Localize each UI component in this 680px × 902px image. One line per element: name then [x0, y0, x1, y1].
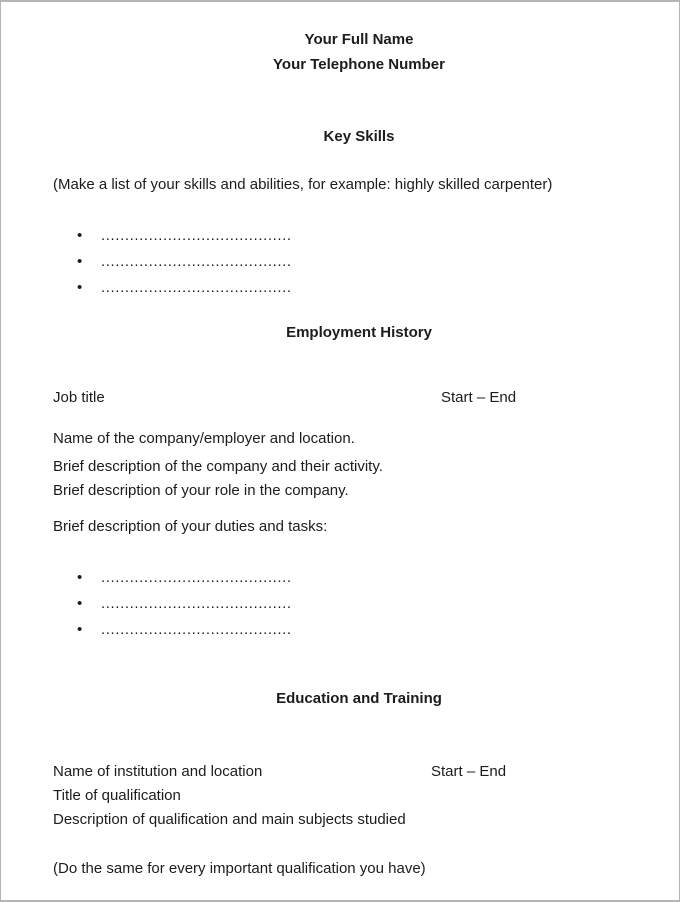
telephone-title: Your Telephone Number: [273, 56, 445, 73]
education-note: (Do the same for every important qualification you have): [53, 860, 426, 877]
bullet-icon: •: [77, 279, 83, 296]
section-title-employment-history: Employment History: [286, 324, 432, 341]
full-name-title: Your Full Name: [304, 31, 414, 48]
job-title-label: Job title: [53, 389, 105, 406]
dotted-placeholder-line: ........................................: [101, 279, 292, 296]
institution-row: [53, 764, 665, 780]
institution-label: Name of institution and location: [53, 763, 263, 780]
dotted-placeholder-line: ........................................: [101, 227, 292, 244]
bullet-icon: •: [77, 253, 83, 270]
company-description-line: Brief description of the company and their activity.: [53, 458, 383, 475]
duties-label: Brief description of your duties and tasks:: [53, 518, 328, 535]
dotted-placeholder-line: ........................................: [101, 595, 292, 612]
company-name-line: Name of the company/employer and location.: [53, 430, 355, 447]
bullet-icon: •: [77, 569, 83, 586]
key-skills-hint: (Make a list of your skills and abilities, for example: highly skilled carpenter): [53, 176, 553, 193]
dotted-placeholder-line: ........................................: [101, 569, 292, 586]
bullet-icon: •: [77, 595, 83, 612]
bullet-icon: •: [77, 621, 83, 638]
qualification-title-line: Title of qualification: [53, 787, 181, 804]
job-title-row: [53, 390, 665, 406]
bullet-icon: •: [77, 227, 83, 244]
dotted-placeholder-line: ........................................: [101, 253, 292, 270]
section-title-education-training: Education and Training: [276, 690, 442, 707]
employment-date-range: Start – End: [441, 389, 517, 406]
section-title-key-skills: Key Skills: [323, 128, 395, 145]
education-date-range: Start – End: [431, 763, 507, 780]
dotted-placeholder-line: ........................................: [101, 621, 292, 638]
role-description-line: Brief description of your role in the company.: [53, 482, 349, 499]
qualification-description-line: Description of qualification and main subjects studied: [53, 811, 406, 828]
